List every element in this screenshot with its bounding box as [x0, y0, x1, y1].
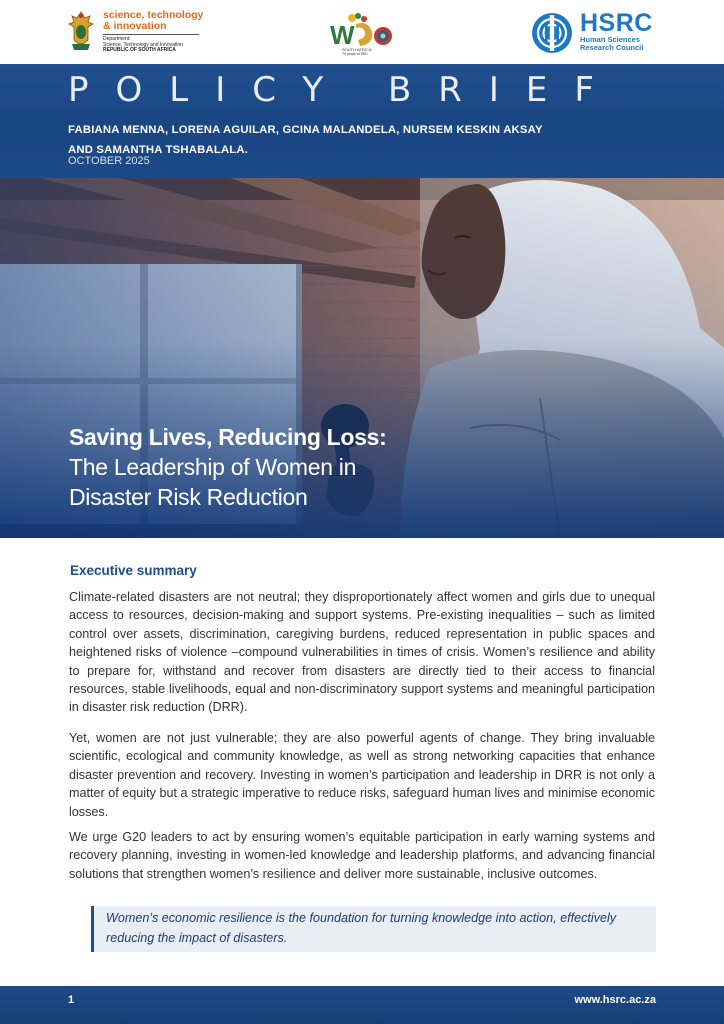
- brief-title-bold: Saving Lives, Reducing Loss:: [69, 424, 387, 450]
- summary-paragraph-2: Yet, women are not just vulnerable; they are also powerful agents of change. They bring invaluable scientific, ecological and community knowledge, as well as strong networking capacities that enhance disaster prevention and recovery. Investing in women’s participation and leadership in DRR is not only a matter of equity but a strategic imperative to reduce risks, safeguard human lives and minimise economic losses.: [69, 731, 655, 819]
- authors-line: FABIANA MENNA, LORENA AGUILAR, GCINA MALANDELA, NURSEM KESKIN AKSAY: [68, 124, 543, 136]
- summary-paragraph-1: Climate-related disasters are not neutral; they disproportionately affect women and girls due to unequal access to resources, decision-making and support systems. Pre-existing inequalities – such as limited control over assets, discrimination, caregiving burdens, reduced representation in public spaces and heightened risks of violence –compound vulnerabilities in times of crisis. Women’s resilience and ability to prepare for, withstand and recover from disasters are directly tied to their access to financial resources, stable livelihoods, equal and non-discriminatory support systems and meaningful participation in disaster risk reduction (DRR).: [69, 590, 655, 715]
- document-type-title: POLICY BRIEF: [68, 70, 621, 110]
- website-link[interactable]: www.hsrc.ac.za: [574, 994, 656, 1006]
- women-in-development-logo: [328, 10, 394, 56]
- wid-tagline: SOUTH AFRICA: [342, 47, 372, 52]
- hsrc-logo: [530, 9, 660, 53]
- dsti-title: science, technology: [103, 9, 204, 21]
- divider: [103, 34, 199, 35]
- dsti-country: REPUBLIC OF SOUTH AFRICA: [103, 47, 176, 54]
- hero-image: [0, 178, 724, 538]
- page-number: 1: [68, 994, 75, 1006]
- wid-tagline-2: 70 years of WiD: [342, 52, 368, 56]
- pull-quote: [91, 906, 656, 952]
- hsrc-subtitle-2: Research Council: [580, 43, 644, 52]
- summary-paragraph-3: We urge G20 leaders to act by ensuring women’s equitable participation in early warning systems and recovery planning, investing in women-led knowledge and leadership platforms, and advancing financial solutions that strengthen women’s resilience and deliver more sustainable, inclusive outcomes.: [69, 830, 655, 881]
- pull-quote-text: Women’s economic resilience is the foundation for turning knowledge into action, effectively reducing the impact of disasters.: [106, 911, 617, 945]
- dsti-title-2: & innovation: [103, 20, 167, 32]
- hsrc-emblem-icon: [530, 11, 574, 55]
- title-banner: [0, 64, 724, 178]
- authors: [68, 120, 668, 160]
- wid-initials: W: [330, 20, 355, 50]
- publication-date: OCTOBER 2025: [68, 155, 150, 167]
- dsti-logo: [66, 10, 206, 54]
- dsti-dept-name: Science, Technology and Innovation: [103, 41, 183, 48]
- hsrc-name: HSRC: [580, 9, 653, 37]
- brief-title-line-2: The Leadership of Women in: [69, 454, 357, 480]
- dsti-dept-label: Department:: [103, 36, 131, 42]
- authors-line-2: AND SAMANTHA TSHABALALA.: [68, 144, 249, 156]
- section-heading: Executive summary: [70, 563, 197, 578]
- page-footer: [0, 986, 724, 1024]
- coat-of-arms-icon: [66, 10, 96, 52]
- logo-header: [0, 0, 724, 64]
- brief-title-line-3: Disaster Risk Reduction: [69, 484, 308, 510]
- hsrc-subtitle: Human Sciences: [580, 35, 641, 44]
- brief-title: [69, 422, 489, 512]
